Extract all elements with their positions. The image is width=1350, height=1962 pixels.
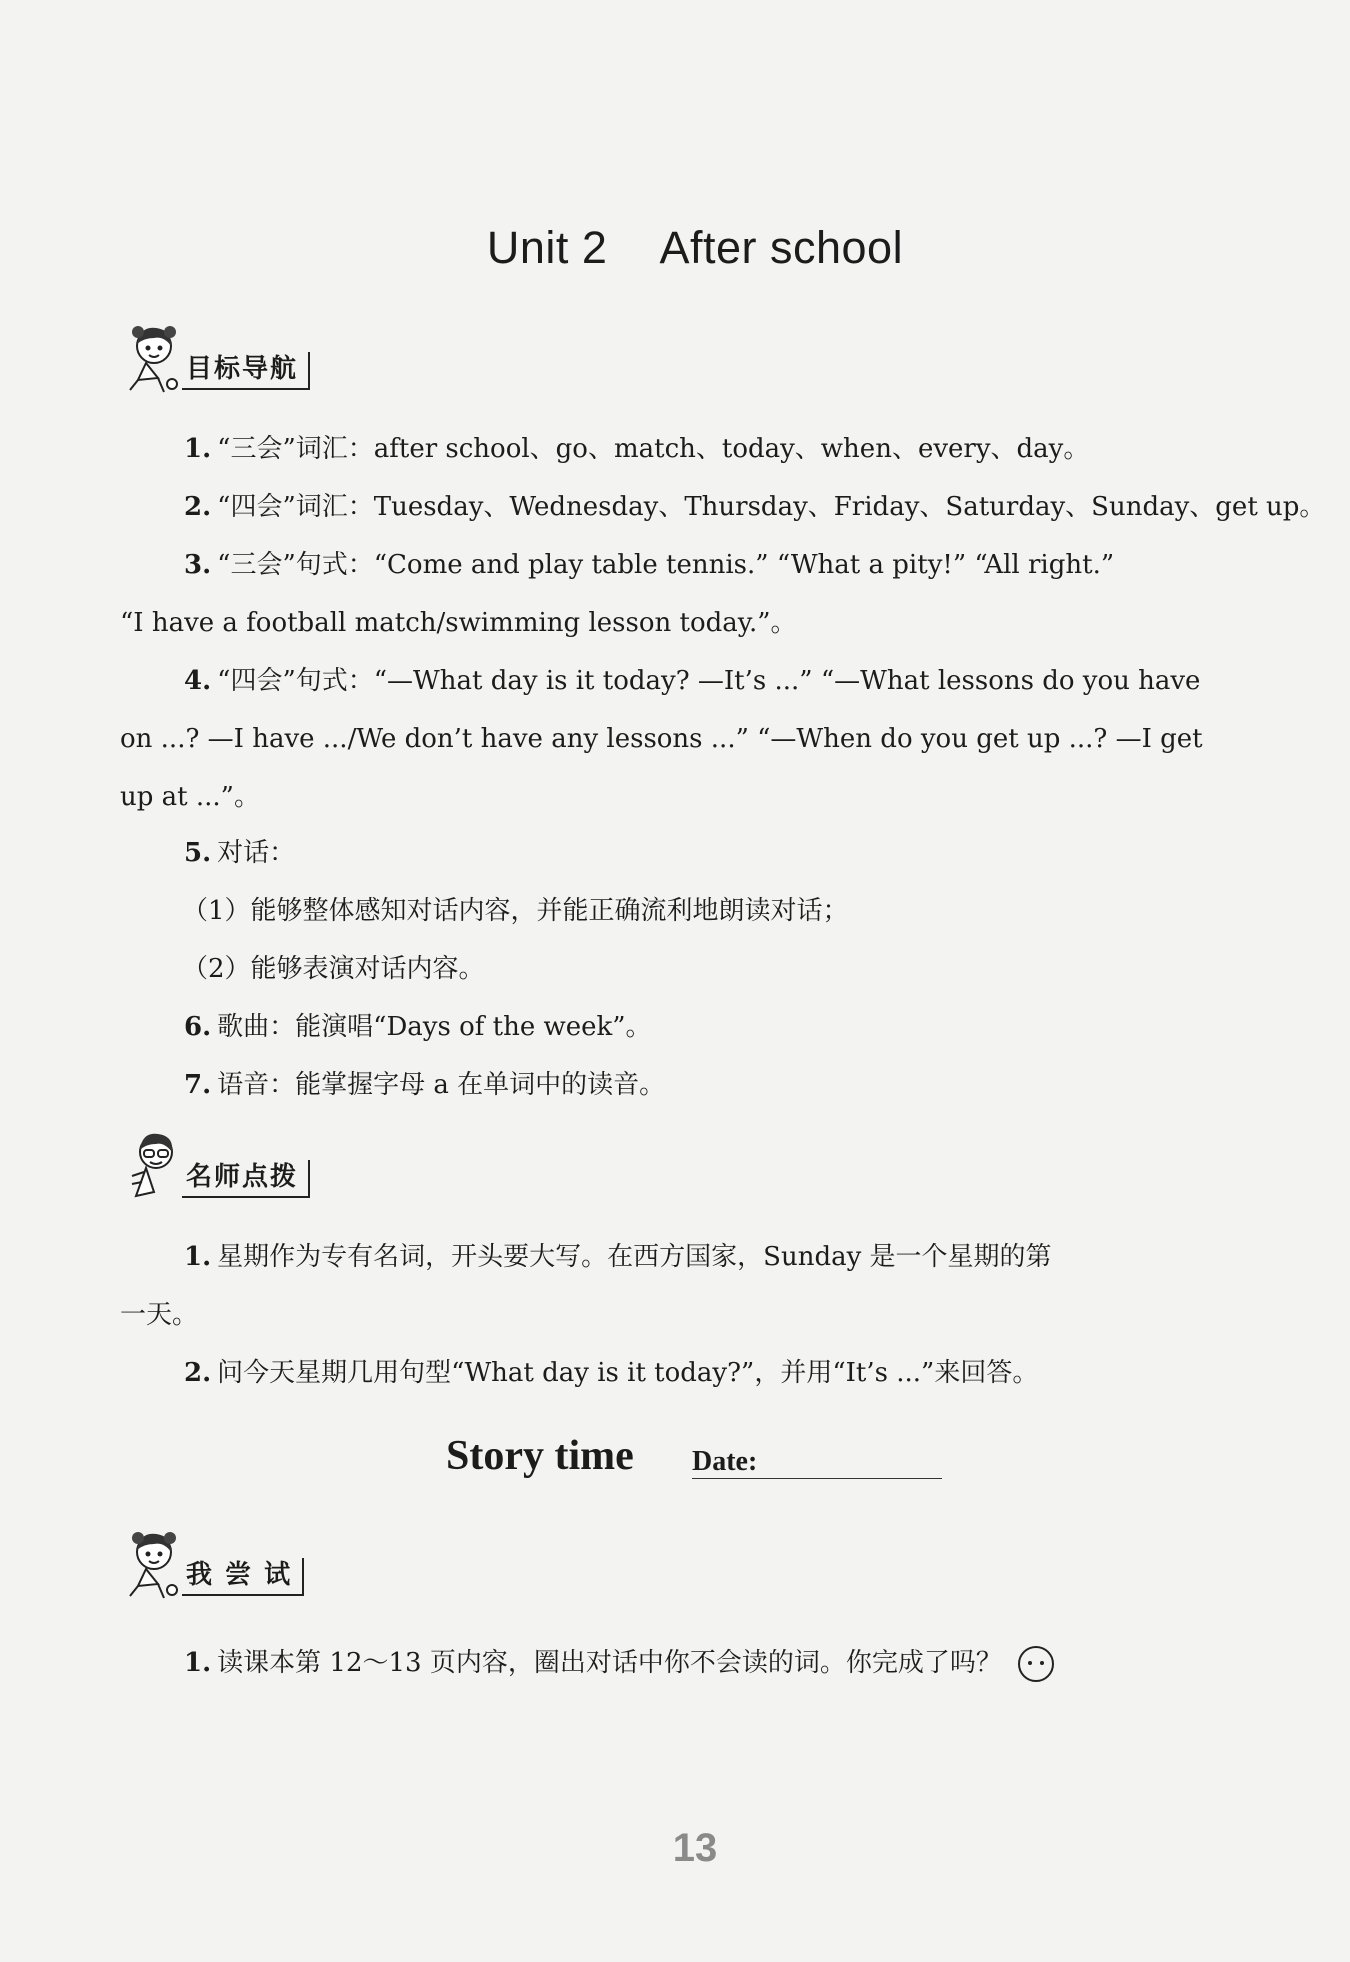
goal-line-2: 2. “四会”词汇：Tuesday、Wednesday、Thursday、Friday、Saturday、Sunday、get up。 <box>184 492 1326 522</box>
date-label: Date: <box>692 1446 758 1477</box>
date-blank-line[interactable] <box>692 1478 942 1479</box>
unit-title <box>0 222 1350 274</box>
story-time-title: Story time <box>446 1433 634 1479</box>
tip-line-1-cont: 一天。 <box>120 1300 199 1330</box>
goal-line-5: 5. 对话： <box>184 838 296 868</box>
goal-line-4: 4. “四会”句式：“—What day is it today? —It’s ...” “—What lessons do you have <box>184 666 1201 696</box>
tip-line-2: 2. 问今天星期几用句型“What day is it today?”，并用“It’s ...”来回答。 <box>184 1358 1039 1388</box>
goal-line-7: 7. 语音：能掌握字母 a 在单词中的读音。 <box>184 1070 666 1100</box>
goal-line-3: 3. “三会”句式：“Come and play table tennis.” “What a pity!” “All right.” <box>184 550 1115 580</box>
page-number: 13 <box>672 1826 718 1870</box>
smiley-face-icon[interactable] <box>1016 1644 1056 1684</box>
try-section-header <box>124 1524 364 1604</box>
try-line-1: 1. 读课本第 12～13 页内容，圈出对话中你不会读的词。你完成了吗？ <box>184 1644 1056 1684</box>
goal-line-5-2: （2）能够表演对话内容。 <box>182 954 485 984</box>
unit-name: After school <box>659 222 904 273</box>
unit-number: Unit 2 <box>486 222 608 273</box>
goal-line-6: 6. 歌曲：能演唱“Days of the week”。 <box>184 1012 652 1042</box>
try-section-title: 我 尝 试 <box>182 1558 304 1596</box>
goal-line-4-cont-2: up at ...”。 <box>120 782 260 812</box>
tips-section-title: 名师点拨 <box>182 1160 310 1198</box>
goal-line-5-1: （1）能够整体感知对话内容，并能正确流利地朗读对话； <box>182 896 849 926</box>
goal-line-1: 1. “三会”词汇：after school、go、match、today、when、every、day。 <box>184 434 1090 464</box>
goals-section-header <box>124 318 384 398</box>
goal-line-3-cont: “I have a football match/swimming lesson today.”。 <box>120 608 797 638</box>
goal-line-4-cont-1: on ...? —I have .../We don’t have any lessons ...” “—When do you get up ...? —I get <box>120 724 1203 754</box>
tip-line-1: 1. 星期作为专有名词，开头要大写。在西方国家，Sunday 是一个星期的第 <box>184 1242 1052 1272</box>
goals-section-title: 目标导航 <box>182 352 310 390</box>
tips-section-header <box>124 1126 384 1206</box>
